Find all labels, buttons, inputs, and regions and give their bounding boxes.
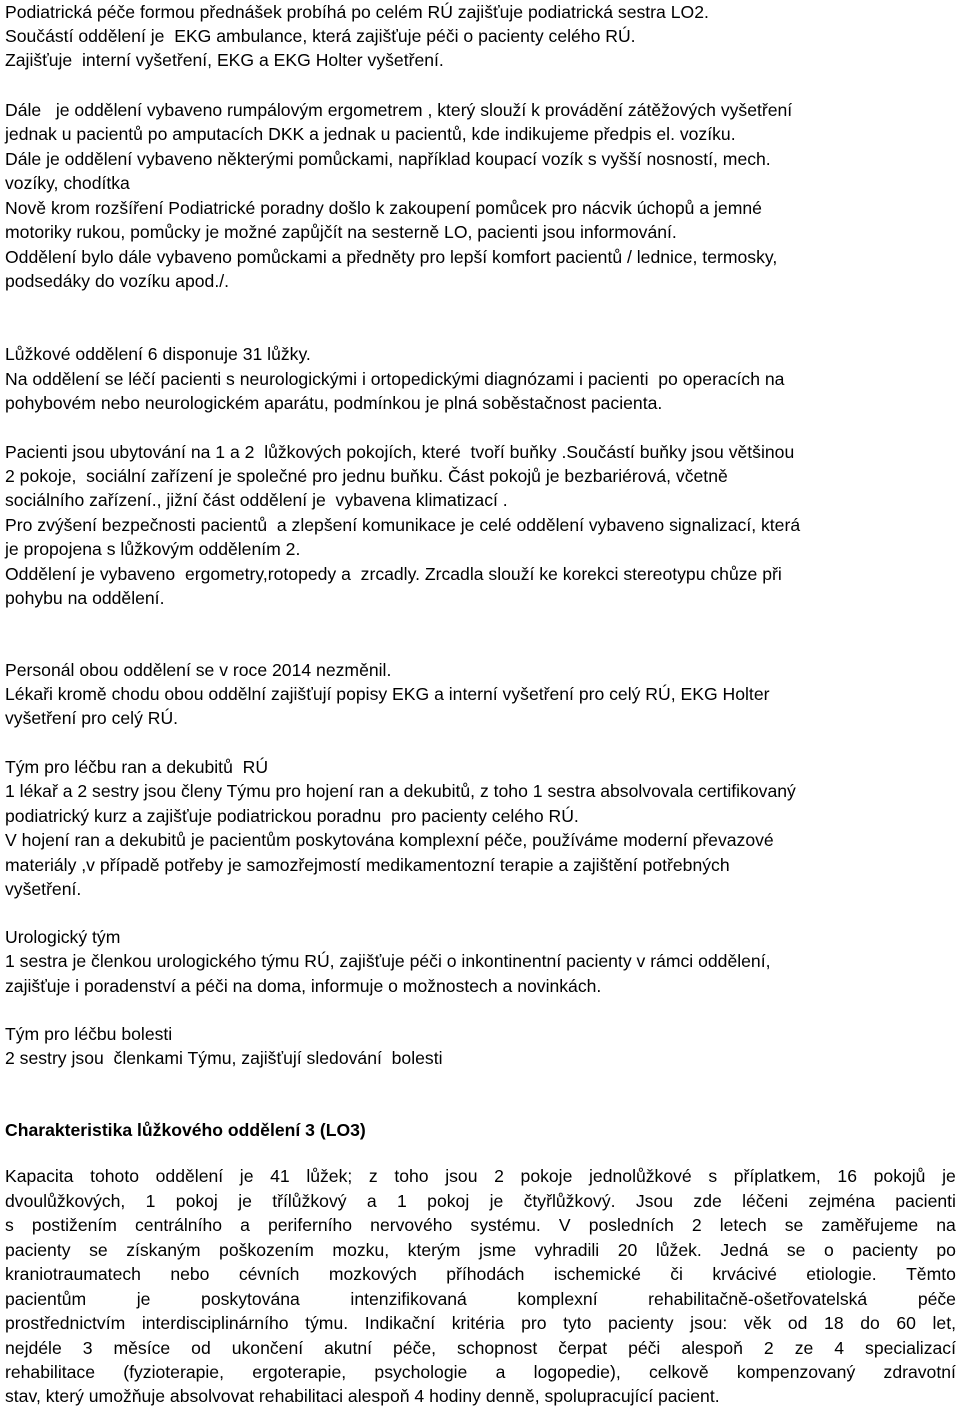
word: od xyxy=(191,1338,211,1358)
text-line: Pro zvýšení bezpečnosti pacientů a zlepšení komunikace je celé oddělení vybaveno signalizací, která xyxy=(5,515,801,535)
word: pacienty xyxy=(608,1313,674,1333)
word: je xyxy=(942,1166,956,1186)
section-title: Urologický tým xyxy=(5,927,121,947)
word: komplexní xyxy=(517,1289,598,1309)
word: nebo xyxy=(170,1264,210,1284)
word: 2 xyxy=(494,1166,504,1186)
word: zdravotní xyxy=(883,1362,956,1382)
text-line: podiatrický kurz a zajišťuje podiatrickou poradnu pro pacienty celého RÚ. xyxy=(5,806,579,826)
word: kterým xyxy=(407,1240,461,1260)
word: V xyxy=(558,1215,571,1235)
word: je xyxy=(239,1166,254,1186)
word: zaměřujeme xyxy=(821,1215,919,1235)
text-line: Oddělení je vybaveno ergometry,rotopedy a zrcadly. Zrcadla slouží ke korekci stereotypu chůze při xyxy=(5,564,782,584)
word: do xyxy=(860,1313,880,1333)
text-line: V hojení ran a dekubitů je pacientům poskytována komplexní péče, používáme moderní převazové xyxy=(5,830,774,850)
word: mozkových xyxy=(328,1264,417,1284)
text-line: podsedáky do vozíku apod./. xyxy=(5,271,229,291)
word: 60 xyxy=(896,1313,916,1333)
word: let, xyxy=(932,1313,956,1333)
word: systému. xyxy=(470,1215,541,1235)
word: je xyxy=(489,1191,504,1211)
word: či xyxy=(670,1264,683,1284)
word: centrálního xyxy=(135,1215,223,1235)
word: 1 xyxy=(145,1191,156,1211)
word: je xyxy=(136,1289,151,1309)
word: péči xyxy=(628,1338,661,1358)
word: léčeni xyxy=(742,1191,789,1211)
word: 1 xyxy=(397,1191,407,1211)
word: Těmto xyxy=(906,1264,956,1284)
justified-line xyxy=(5,1360,956,1385)
word: oddělení xyxy=(155,1166,224,1186)
word: toho xyxy=(394,1166,429,1186)
word: pacienti xyxy=(895,1191,956,1211)
word: ergoterapie, xyxy=(252,1362,347,1382)
word: je xyxy=(238,1191,252,1211)
word: s xyxy=(5,1215,14,1235)
text-line: Nově krom rozšíření Podiatrické poradny došlo k zakoupení pomůcek pro nácvik úchopů a jemné xyxy=(5,198,762,218)
word: na xyxy=(936,1215,956,1235)
word: nejdéle xyxy=(5,1338,62,1358)
text-line: jednak u pacientů po amputacích DKK a jednak u pacientů, kde indikujeme předpis el. vozíku. xyxy=(5,124,736,144)
text-line: vyšetření. xyxy=(5,879,82,899)
word: Indikační xyxy=(364,1313,436,1333)
word: 41 xyxy=(270,1166,290,1186)
word: 4 xyxy=(834,1338,845,1358)
word: měsíce xyxy=(113,1338,171,1358)
text-line: Lůžkové oddělení 6 disponuje 31 lůžky. xyxy=(5,344,311,364)
text-line: Na oddělení se léčí pacienti s neurologickými i ortopedickými diagnózami i pacienti po operacích na xyxy=(5,369,785,389)
justified-line xyxy=(5,1311,956,1336)
word: týmu. xyxy=(305,1313,349,1333)
text-line: Podiatrická péče formou přednášek probíhá po celém RÚ zajišťuje podiatrická sestra LO2. xyxy=(5,2,709,22)
text-line: 1 lékař a 2 sestry jsou členy Týmu pro hojení ran a dekubitů, z toho 1 sestra absolvovala certifikovaný xyxy=(5,781,796,801)
word: pacienty xyxy=(5,1240,71,1260)
word: mozku, xyxy=(332,1240,390,1260)
word: rehabilitačně-ošetřovatelská xyxy=(648,1289,868,1309)
word: Kapacita xyxy=(5,1166,74,1186)
word: tohoto xyxy=(90,1166,140,1186)
text-line: Pacienti jsou ubytování na 1 a 2 lůžkových pokojích, které tvoří buňky .Součástí buňky jsou většinou xyxy=(5,442,795,462)
word: získaným xyxy=(126,1240,201,1260)
word: rehabilitace xyxy=(5,1362,95,1382)
word: pacientům xyxy=(5,1289,87,1309)
word: čtyřlůžkový. xyxy=(523,1191,616,1211)
text-line: Součástí oddělení je EKG ambulance, která zajišťuje péči o pacienty celého RÚ. xyxy=(5,26,636,46)
word: se xyxy=(89,1240,108,1260)
section-title: Tým pro léčbu bolesti xyxy=(5,1024,173,1044)
text-line: 1 sestra je členkou urologického týmu RÚ, zajišťuje péči o inkontinentní pacienty v rámci oddělení, xyxy=(5,951,771,971)
word: etiologie. xyxy=(806,1264,877,1284)
justified-line xyxy=(5,1336,956,1361)
word: kraniotraumatech xyxy=(5,1264,141,1284)
word: ukončení xyxy=(231,1338,304,1358)
text-line: pohybovém nebo neurologickém aparátu, podmínkou je plná soběstačnost pacienta. xyxy=(5,393,663,413)
word: jsou: xyxy=(690,1313,728,1333)
word: 18 xyxy=(824,1313,844,1333)
text-line: materiály ,v případě potřeby je samozřejmostí medikamentozní terapie a zajištění potřebných xyxy=(5,855,730,875)
word: 2 xyxy=(763,1338,774,1358)
word: jsou xyxy=(445,1166,478,1186)
word: poškozením xyxy=(219,1240,314,1260)
word: (fyzioterapie, xyxy=(123,1362,224,1382)
word: interdisciplinárního xyxy=(141,1313,289,1333)
text-line: Dále je oddělení vybaveno některými pomůckami, například koupací vozík s vyšší nosností, mech. xyxy=(5,149,771,169)
text-line: 2 sestry jsou členkami Týmu, zajišťují sledování bolesti xyxy=(5,1048,443,1068)
word: po xyxy=(936,1240,956,1260)
text-line: Dále je oddělení vybaveno rumpálovým ergometrem , který slouží k provádění zátěžových vyšetření xyxy=(5,100,793,120)
word: a xyxy=(495,1362,506,1382)
word: se xyxy=(786,1240,806,1260)
text-line: je propojena s lůžkovým oddělením 2. xyxy=(5,539,301,559)
word: schopnost xyxy=(457,1338,538,1358)
word: věk xyxy=(743,1313,772,1333)
justified-line xyxy=(5,1189,956,1214)
word: 16 xyxy=(837,1166,857,1186)
word: poskytována xyxy=(201,1289,300,1309)
word: péče, xyxy=(393,1338,437,1358)
word: postižením xyxy=(31,1215,117,1235)
word: čerpat xyxy=(558,1338,608,1358)
word: 2 xyxy=(691,1215,702,1235)
word: z xyxy=(368,1166,378,1186)
word: ischemické xyxy=(553,1264,641,1284)
word: celkově xyxy=(648,1362,709,1382)
word: péče xyxy=(917,1289,956,1309)
word: 3 xyxy=(82,1338,93,1358)
word: zejména xyxy=(808,1191,875,1211)
word: alespoň xyxy=(681,1338,743,1358)
word: cévních xyxy=(238,1264,300,1284)
text-line: Zajišťuje interní vyšetření, EKG a EKG Holter vyšetření. xyxy=(5,50,444,70)
word: pokoj xyxy=(427,1191,470,1211)
word: 20 xyxy=(617,1240,638,1260)
word: Jedná xyxy=(720,1240,769,1260)
word: pokoj xyxy=(175,1191,218,1211)
word: tyto xyxy=(563,1313,592,1333)
word: letech xyxy=(719,1215,767,1235)
text-line: pohybu na oddělení. xyxy=(5,588,165,608)
word: zde xyxy=(693,1191,722,1211)
justified-line xyxy=(5,1262,956,1287)
word: dvoulůžkových, xyxy=(5,1191,126,1211)
text-line: stav, který umožňuje absolvovat rehabilitaci alespoň 4 hodiny denně, spolupracující pacient. xyxy=(5,1386,720,1406)
text-line: 2 pokoje, sociální zařízení je společné pro jednu buňku. Část pokojů je bezbariérová, včetně xyxy=(5,466,728,486)
word: třílůžkový xyxy=(272,1191,347,1211)
word: psychologie xyxy=(374,1362,468,1382)
word: od xyxy=(787,1313,808,1333)
word: vyhradili xyxy=(534,1240,600,1260)
word: ze xyxy=(794,1338,814,1358)
word: se xyxy=(784,1215,804,1235)
text-line: vozíky, chodítka xyxy=(5,173,130,193)
word: prostřednictvím xyxy=(5,1313,126,1333)
word: Jsou xyxy=(635,1191,674,1211)
word: lůžek; xyxy=(306,1166,353,1186)
justified-line xyxy=(5,1213,956,1238)
word: pro xyxy=(521,1313,547,1333)
word: pokoje xyxy=(520,1166,573,1186)
word: pokojů xyxy=(873,1166,926,1186)
text-line: motoriky rukou, pomůcky je možné zapůjčít na sesterně LO, pacienti jsou informování. xyxy=(5,222,677,242)
word: s xyxy=(708,1166,718,1186)
word: periferního xyxy=(267,1215,353,1235)
text-line: zajišťuje i poradenství a péči na doma, informuje o možnostech a novinkách. xyxy=(5,976,602,996)
word: kritéria xyxy=(451,1313,505,1333)
text-line: Oddělení bylo dále vybaveno pomůckami a předněty pro lepší komfort pacientů / lednice, termosky, xyxy=(5,247,778,267)
justified-line xyxy=(5,1164,956,1189)
word: příplatkem, xyxy=(733,1166,821,1186)
text-line: vyšetření pro celý RÚ. xyxy=(5,708,179,728)
word: jednolůžkové xyxy=(589,1166,692,1186)
text-line: Personál obou oddělení se v roce 2014 nezměnil. xyxy=(5,660,392,680)
justified-line xyxy=(5,1238,956,1263)
section-title: Tým pro léčbu ran a dekubitů RÚ xyxy=(5,757,269,777)
word: pacienty xyxy=(852,1240,918,1260)
justified-line xyxy=(5,1287,956,1312)
word: a xyxy=(366,1191,377,1211)
word: kompenzovaný xyxy=(736,1362,856,1382)
word: příhodách xyxy=(446,1264,525,1284)
word: logopedie), xyxy=(533,1362,621,1382)
word: posledních xyxy=(588,1215,674,1235)
word: jsme xyxy=(478,1240,517,1260)
word: intenzifikovaná xyxy=(350,1289,467,1309)
section-heading: Charakteristika lůžkového oddělení 3 (LO3) xyxy=(5,1120,366,1140)
word: krvácivé xyxy=(712,1264,777,1284)
text-line: sociálního zařízení., jižní část oddělení je vybavena klimatizací . xyxy=(5,490,508,510)
text-line: Lékaři kromě chodu obou oddělní zajišťují popisy EKG a interní vyšetření pro celý RÚ, EKG Holter xyxy=(5,684,770,704)
word: a xyxy=(240,1215,250,1235)
word: lůžek. xyxy=(655,1240,702,1260)
word: akutní xyxy=(324,1338,373,1358)
word: specializací xyxy=(865,1338,956,1358)
word: nervového xyxy=(370,1215,453,1235)
word: o xyxy=(823,1240,834,1260)
